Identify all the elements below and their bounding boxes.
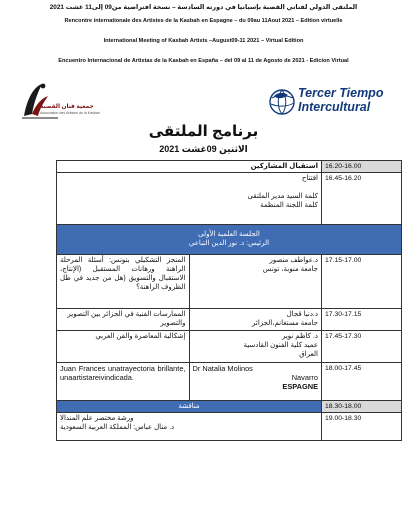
association-logo-subtext: Association des Artistes de la Kasbah <box>40 111 100 115</box>
tercer-tiempo-line1: Tercer Tiempo <box>298 86 384 100</box>
schedule-time: 17.45-17.30 <box>322 331 402 363</box>
schedule-time: 19.00-18.30 <box>322 413 402 441</box>
schedule-speaker <box>189 363 322 401</box>
opening-speaker-1: كلمة السيد مدير الملتقى <box>247 193 318 200</box>
schedule-speaker <box>189 309 322 331</box>
table-row <box>57 363 402 401</box>
program-date: الاثنين 09غشت 2021 <box>159 144 248 154</box>
table-row <box>57 309 402 331</box>
schedule-topic: إشكالية المعاصرة والفن العربي <box>57 331 190 363</box>
schedule-topic: المنجز التشكيلي بتونس: أسئلة المرحلة الراهنة ورهانات المستقبل (الإنتاج، الاستقبال والتسويق (هل من جديد في ظل الظروف الراهنة؟ <box>57 255 190 309</box>
schedule-time: 18.00-17.45 <box>322 363 402 401</box>
header-french: Rencontre internationale des Artistes de la Kasbah en Espagne – du 09au 11Aout 2021 – Edition virtuelle <box>64 18 343 24</box>
header-spanish: Encuentro Internacional de Artistas de la Kasbah en España – del 09 al 11 de Agosto de 2021 - Edicion Virtual <box>58 58 349 64</box>
speaker-name: د.عواطف منصور <box>269 257 318 264</box>
schedule-time: 16.45-16.20 <box>322 173 402 225</box>
speaker-name: د. كاظم نوير <box>281 333 318 340</box>
schedule-speaker <box>189 255 322 309</box>
header-arabic: الملتقى الدولي لفناني القصبة بإسبانيا في دورته السادسة – نسخة افتراضية من09 إلى11 غشت 2021 <box>49 4 358 11</box>
schedule-cell-discussion: مناقشة <box>57 401 322 413</box>
session-title: الجلسة العلمية الأولى <box>198 231 260 238</box>
speaker-country: ESPAGNE <box>282 382 318 391</box>
schedule-time: 17.15-17.00 <box>322 255 402 309</box>
speaker-name: Dr Natalia Molinos <box>192 364 253 373</box>
workshop-title: ورشة مختصر علم المندالا <box>60 415 134 422</box>
session-chair: الرئيس: د. نور الدين التباعي <box>188 240 270 247</box>
schedule-time: 17.30-17.15 <box>322 309 402 331</box>
workshop-speaker: د. منال عباس: المملكة العربية السعودية <box>60 424 175 431</box>
opening-speaker-2: كلمة اللجنة المنظمة <box>260 202 318 209</box>
schedule-cell-welcome: استقبال المشاركين <box>57 161 322 173</box>
schedule-speaker <box>189 331 322 363</box>
table-row <box>57 173 402 225</box>
tercer-tiempo-logo <box>268 84 398 122</box>
schedule-time: 18.30-18.00 <box>322 401 402 413</box>
schedule-time: 16.20-16.00 <box>322 161 402 173</box>
table-row <box>57 255 402 309</box>
table-row <box>57 161 402 173</box>
speaker-affiliation: عميد كلية الفنون القادسية <box>243 342 318 349</box>
schedule-topic: الممارسات الفنية في الجزائر بين التصوير والتصوير <box>57 309 190 331</box>
brush-figure-icon <box>18 80 92 122</box>
speaker-name: د.دنيا قجال <box>286 311 318 318</box>
schedule-table <box>56 160 402 441</box>
program-title: برنامج الملتقى <box>148 123 259 140</box>
speaker-affiliation: جامعة منوبة، تونس <box>262 266 318 273</box>
association-logo-text: جمعية فنان القصبة <box>40 104 94 110</box>
table-row <box>57 331 402 363</box>
speaker-affiliation: جامعة مستغانم،الجزائر <box>252 320 318 327</box>
table-row <box>57 401 402 413</box>
speaker-name-cont: Navarro <box>291 373 318 382</box>
schedule-cell-opening <box>57 173 322 225</box>
tercer-tiempo-line2: Intercultural <box>298 100 371 114</box>
table-row <box>57 413 402 441</box>
globe-icon <box>268 86 298 118</box>
session-header <box>57 225 402 255</box>
table-row <box>57 225 402 255</box>
schedule-cell-workshop <box>57 413 322 441</box>
association-logo <box>18 80 100 122</box>
schedule-topic: Juan Frances unatrayectoria brillante, unaartistareivindicada. <box>57 363 190 401</box>
header-english: International Meeting of Kasbah Artists –August09-11 2021 – Virtual Edition <box>103 38 304 44</box>
speaker-country: العراق <box>299 351 318 358</box>
opening-title: افتتاح <box>301 175 318 182</box>
